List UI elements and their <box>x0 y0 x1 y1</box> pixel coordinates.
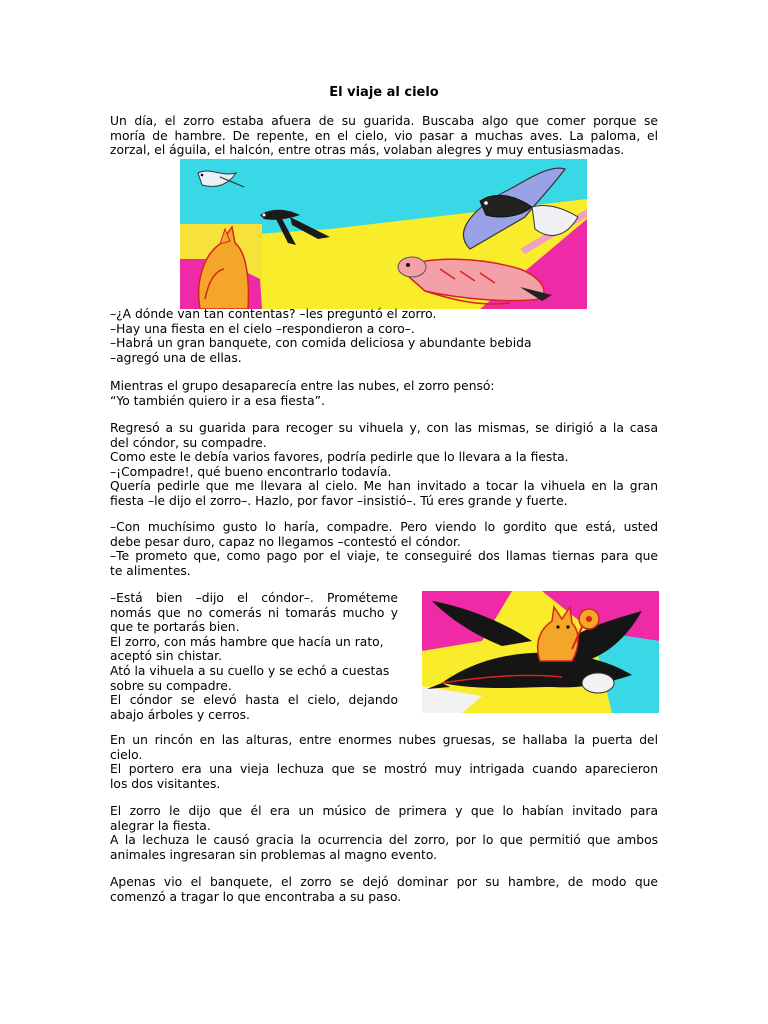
birds-scene-svg <box>180 159 587 309</box>
text-line: –¿A dónde van tan contentas? –les preguntó el zorro. <box>110 307 437 321</box>
text-line: En un rincón en las alturas, entre enormes nubes gruesas, se hallaba la puerta del <box>110 733 658 747</box>
text-line: –Hay una fiesta en el cielo –respondieron a coro–. <box>110 321 415 336</box>
text-line: Como este le debía varios favores, podría pedirle que lo llevara a la fiesta. <box>110 450 569 465</box>
paragraph-intro <box>110 114 658 158</box>
text-line: cielo. <box>110 747 143 762</box>
text-line: Apenas vio el banquete, el zorro se dejó dominar por su hambre, de modo que <box>110 875 658 889</box>
text-line: –¡Compadre!, qué bueno encontrarlo todavía. <box>110 464 392 479</box>
text-line: abajo árboles y cerros. <box>110 707 250 722</box>
text-line: nomás que no comerás ni tomarás mucho y <box>110 605 398 620</box>
paragraph-fox-thinks <box>110 379 658 408</box>
paragraph-dialogue-birds <box>110 307 658 365</box>
text-line: –agregó una de ellas. <box>110 350 242 365</box>
text-line: fiesta –le dijo el zorro–. Hazlo, por favor –insistió–. Tú eres grande y fuerte. <box>110 493 568 508</box>
paragraph-owl <box>110 804 658 862</box>
text-line: debe pesar duro, capaz no llegamos –contestó el cóndor. <box>110 534 461 549</box>
text-line: “Yo también quiero ir a esa fiesta”. <box>110 393 325 408</box>
text-line: Ató la vihuela a su cuello y se echó a cuestas <box>110 663 390 678</box>
paragraph-banquet <box>110 875 658 904</box>
text-line: Quería pedirle que me llevara al cielo. Me han invitado a tocar la vihuela en la gran <box>110 479 658 494</box>
condor-scene-svg <box>422 591 659 713</box>
paragraph-heaven-door <box>110 733 658 791</box>
text-line: los dos visitantes. <box>110 776 221 791</box>
paragraph-condor-replies <box>110 520 658 578</box>
text-line: te alimentes. <box>110 563 191 578</box>
text-line: –Habrá un gran banquete, con comida deliciosa y abundante bebida <box>110 336 532 351</box>
text-line: –Está bien –dijo el cóndor–. Prométeme <box>110 591 398 605</box>
condor-fox-illustration <box>422 591 659 713</box>
text-line: sobre su compadre. <box>110 678 232 693</box>
text-line: –Te prometo que, como pago por el viaje, te conseguiré dos llamas tiernas para que <box>110 549 658 564</box>
text-line: aceptó sin chistar. <box>110 649 223 664</box>
text-line: A la lechuza le causó gracia la ocurrencia del zorro, por lo que permitió que ambos <box>110 833 658 848</box>
text-line: El zorro, con más hambre que hacía un rato, <box>110 634 384 649</box>
text-line: –Con muchísimo gusto lo haría, compadre. Pero viendo lo gordito que está, usted <box>110 520 658 534</box>
text-line: Regresó a su guarida para recoger su vihuela y, con las mismas, se dirigió a la casa <box>110 421 658 435</box>
page-title: El viaje al cielo <box>329 85 439 100</box>
text-line: El portero era una vieja lechuza que se mostró muy intrigada cuando aparecieron <box>110 762 658 777</box>
text-line: El cóndor se elevó hasta el cielo, dejando <box>110 693 398 708</box>
text-line: alegrar la fiesta. <box>110 818 211 833</box>
paragraph-visit-condor <box>110 421 658 509</box>
text-line: Mientras el grupo desaparecía entre las nubes, el zorro pensó: <box>110 379 495 393</box>
text-line: zorzal, el águila, el halcón, entre otras más, volaban alegres y muy entusiasmadas. <box>110 143 625 158</box>
text-line: El zorro le dijo que él era un músico de primera y que lo habían invitado para <box>110 804 658 818</box>
text-line: animales ingresaran sin problemas al magno evento. <box>110 847 438 862</box>
text-line: comenzó a tragar lo que encontraba a su paso. <box>110 889 402 904</box>
text-line: moría de hambre. De repente, en el cielo, vio pasar a muchas aves. La paloma, el <box>110 128 658 143</box>
text-line: que te portarás bien. <box>110 620 240 635</box>
paragraph-flight <box>110 591 398 722</box>
text-line: Un día, el zorro estaba afuera de su guarida. Buscaba algo que comer porque se <box>110 114 658 128</box>
birds-flying-illustration <box>180 159 587 309</box>
text-line: del cóndor, su compadre. <box>110 435 267 450</box>
